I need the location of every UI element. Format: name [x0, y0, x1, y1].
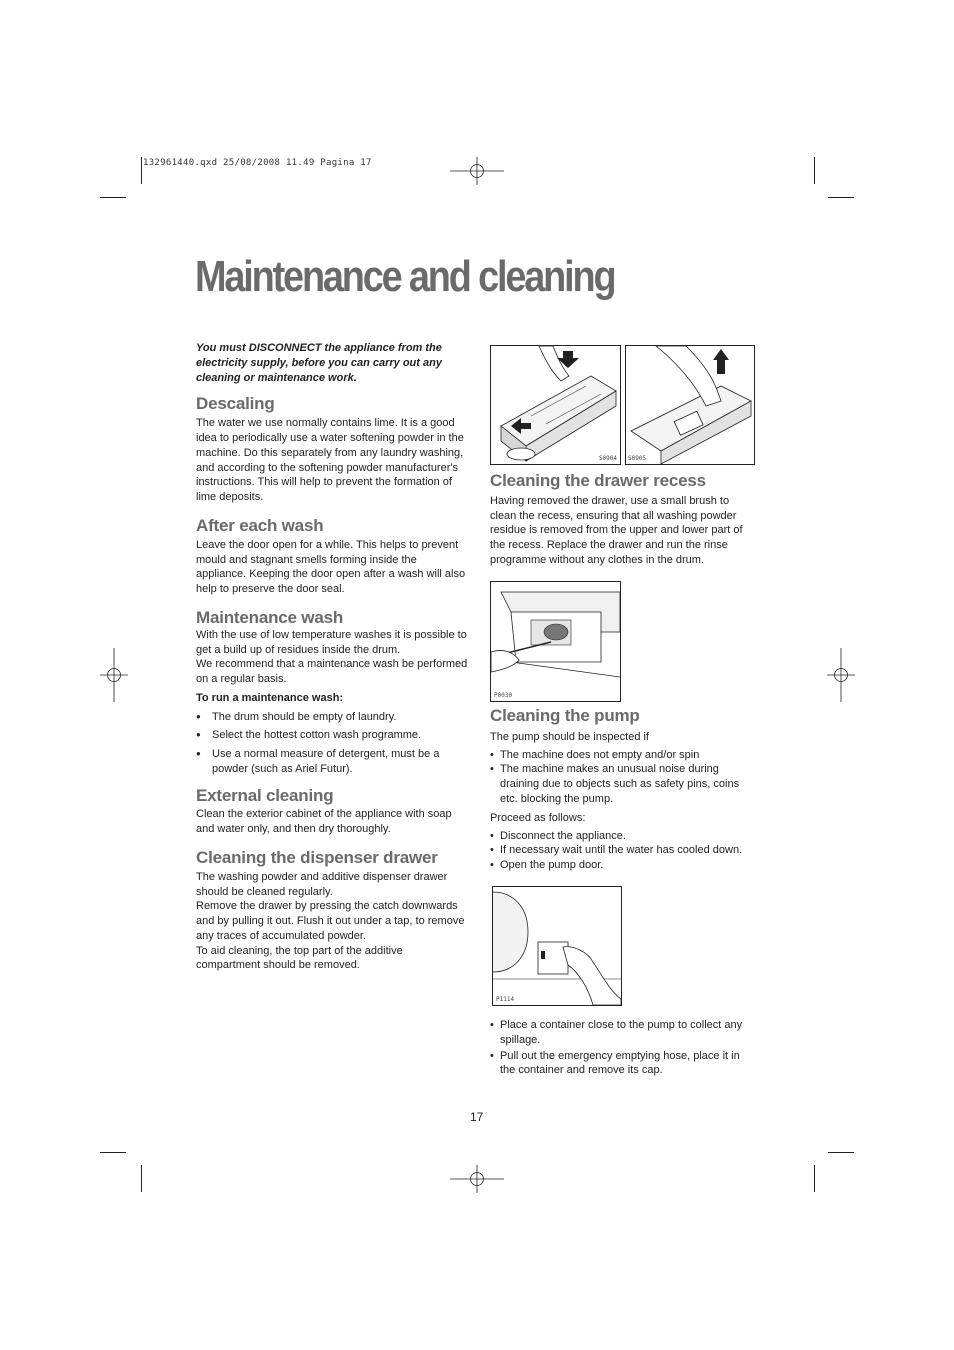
recess-brush-image [491, 582, 620, 701]
crop-mark [141, 157, 142, 184]
dispenser-text: The washing powder and additive dispenser drawer should be cleaned regularly. [196, 870, 448, 898]
maintenance-wash-text: We recommend that a maintenance wash be performed on a regular basis. [196, 658, 468, 686]
list-item: • Pull out the emergency emptying hose, place it in the container and remove its cap. [490, 1049, 758, 1079]
maintenance-wash-list [196, 710, 468, 777]
pump-steps-list-2 [490, 1018, 758, 1078]
pump-intro: The pump should be inspected if [490, 730, 649, 743]
crop-mark [814, 157, 815, 184]
pump-steps-continued [490, 1018, 758, 1078]
registration-mark-left-icon [100, 648, 128, 702]
drawer-removal-image [491, 346, 620, 464]
recess-section [490, 471, 758, 568]
figure-code: P1114 [496, 996, 515, 1003]
registration-mark-right-icon [827, 648, 855, 702]
crop-mark [828, 197, 854, 198]
recess-brush-illustration [490, 581, 621, 702]
list-item: • Place a container close to the pump to collect any spillage. [490, 1018, 758, 1048]
list-item: • The machine does not empty and/or spin [490, 748, 758, 763]
recess-text: Having removed the drawer, use a small brush to clean the recess, ensuring that all washing powder residue is removed from the upper and lower part of the recess. Replace the drawer and run the rinse programme without any clothes in the drum. [490, 494, 743, 566]
additive-compartment-image [626, 346, 754, 464]
after-wash-heading: After each wash [196, 515, 324, 535]
maintenance-wash-label: To run a maintenance wash: [196, 691, 344, 704]
recess-heading: Cleaning the drawer recess [490, 471, 706, 490]
descaling-text: The water we use normally contains lime. It is a good idea to periodically use a water softening powder in the machine. Do this separately from any laundry washing, and according to the softening powder manufacturer's instructions. This will help to prevent the formation of lime deposits. [196, 417, 464, 504]
registration-mark-top-icon [450, 157, 504, 185]
pump-proceed: Proceed as follows: [490, 811, 586, 824]
dispenser-heading: Cleaning the dispenser drawer [196, 847, 438, 867]
page-number: 17 [470, 1110, 484, 1124]
pump-steps-list [490, 829, 758, 873]
list-item: • Disconnect the appliance. [490, 829, 758, 844]
crop-mark [100, 197, 126, 198]
pump-door-illustration [492, 886, 622, 1006]
maintenance-wash-text: With the use of low temperature washes it is possible to get a build up of residues inside the drum. [196, 628, 467, 656]
external-cleaning-text: Clean the exterior cabinet of the appliance with soap and water only, and then dry thoroughly. [196, 808, 452, 836]
list-item: ● Select the hottest cotton wash programme. [196, 728, 468, 743]
additive-compartment-illustration [625, 345, 755, 465]
external-cleaning-heading: External cleaning [196, 785, 334, 805]
crop-mark [814, 1165, 815, 1192]
after-wash-text: Leave the door open for a while. This helps to prevent mould and stagnant smells forming inside the appliance. Keeping the door open after a wash will also help to preserve the door seal. [196, 538, 466, 596]
page-title: Maintenance and cleaning [195, 252, 615, 301]
left-column [196, 341, 468, 973]
list-item: • The machine makes an unusual noise during draining due to objects such as safety pins, coins etc. blocking the pump. [490, 762, 758, 806]
figure-code: S0904 [598, 455, 617, 462]
list-item: • If necessary wait until the water has cooled down. [490, 843, 758, 858]
pump-heading: Cleaning the pump [490, 706, 640, 725]
list-item: ● Use a normal measure of detergent, must be a powder (such as Ariel Futur). [196, 747, 468, 777]
registration-mark-bottom-icon [450, 1165, 504, 1193]
crop-mark [828, 1152, 854, 1153]
pump-section [490, 706, 758, 873]
dispenser-text: To aid cleaning, the top part of the additive compartment should be removed. [196, 944, 403, 972]
disconnect-warning: You must DISCONNECT the appliance from the electricity supply, before you can carry out any cleaning or maintenance work. [196, 342, 442, 384]
crop-mark [141, 1165, 142, 1192]
drawer-removal-illustration [490, 345, 621, 465]
figure-code: S0905 [628, 455, 647, 462]
pump-conditions-list [490, 748, 758, 807]
dispenser-text: Remove the drawer by pressing the catch downwards and by pulling it out. Flush it out under a tap, to remove any traces of accumulated powder. [196, 900, 465, 942]
list-item: ● The drum should be empty of laundry. [196, 710, 468, 725]
figure-code: P0030 [494, 692, 513, 699]
descaling-heading: Descaling [196, 394, 275, 414]
crop-mark [100, 1152, 126, 1153]
pump-door-image [493, 887, 621, 1005]
print-header: 132961440.qxd 25/08/2008 11.49 Pagina 17 [143, 158, 372, 168]
list-item: • Open the pump door. [490, 858, 758, 873]
maintenance-wash-heading: Maintenance wash [196, 607, 344, 627]
